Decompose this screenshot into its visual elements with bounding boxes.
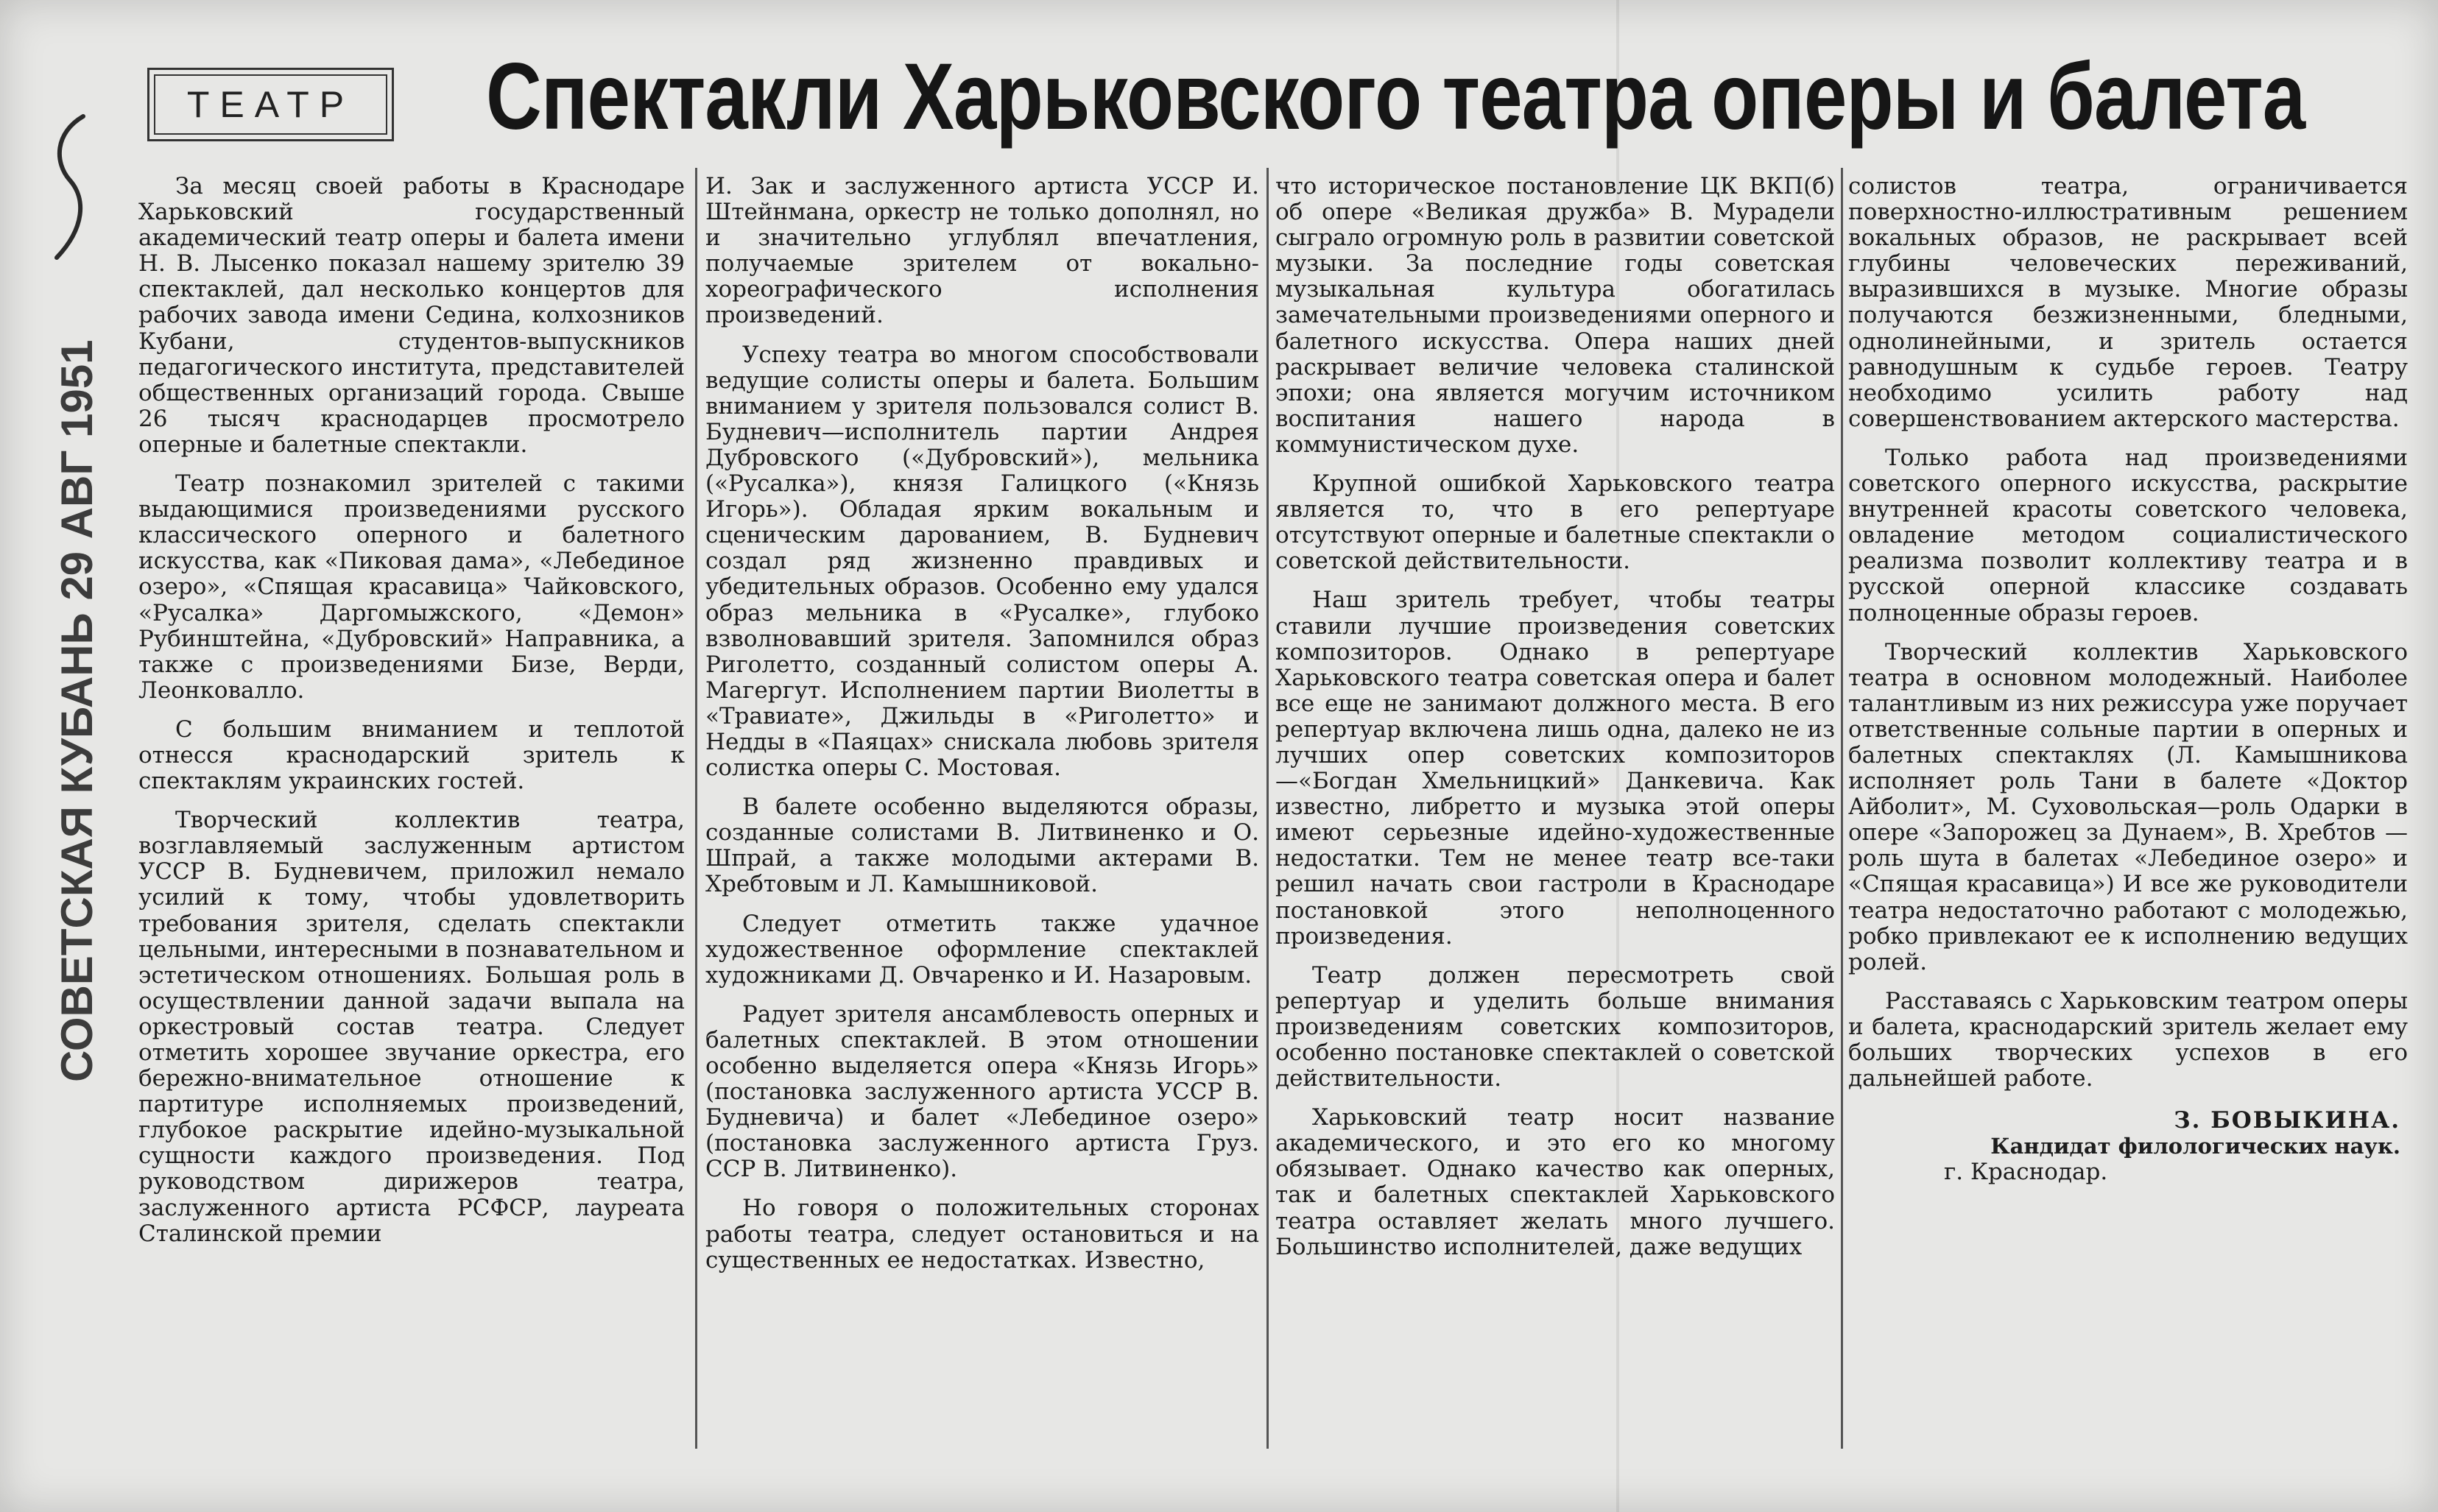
paragraph: Расставаясь с Харьковским театром оперы и балета, краснодарский зритель желает ему больших творческих успехов в его дальнейшей работе. <box>1848 987 2408 1092</box>
archive-stamp: СОВЕТСКАЯ КУБАНЬ 29 АВГ 1951 <box>52 339 102 1082</box>
pencil-mark <box>40 110 99 265</box>
paragraph: Харьковский театр носит название академического, и это его ко многому обязывает. Однако качество как оперных, так и балетных спектаклей Харьковского театра оставляет желать много лучшего. Большинство исполнителей, даже ведущих <box>1275 1104 1835 1260</box>
paragraph: С большим вниманием и теплотой отнесся краснодарский зритель к спектаклям украинских гостей. <box>138 716 685 795</box>
article-column-4 <box>1848 174 2408 1185</box>
paragraph: Но говоря о положительных сторонах работы театра, следует остановиться и на существенных ее недостатках. Известно, <box>705 1195 1259 1273</box>
paragraph: Только работа над произведениями советского оперного искусства, раскрытие внутренней красоты советского человека, овладение методом социалистического реализма позволит коллективу театра и в русской оперной классике создавать полноценные образы героев. <box>1848 444 2408 626</box>
paragraph: Творческий коллектив театра, возглавляемый заслуженным артистом УССР В. Будневичем, приложил немало усилий к тому, чтобы удовлетворить требования зрителя, сделать спектакли цельными, интересными в познавательном и эстетическом отношениях. Большая роль в осуществлении данной задачи выпала на оркестровый состав театра. Следует отметить хорошее звучание оркестра, его бережно-внимательное отношение к партитуре исполняемых произведений, глубокое раскрытие идейно-музыкальной сущности каждого произведения. Под руководством дирижеров театра, заслуженного артиста РСФСР, лауреата Сталинской премии <box>138 807 685 1247</box>
paragraph: Театр должен пересмотреть свой репертуар и уделить больше внимания произведениям советских композиторов, особенно постановке спектаклей о советской действительности. <box>1275 961 1835 1092</box>
paragraph: Театр познакомил зрителей с такими выдающимися произведениями русского классического оперного и балетного искусства, как «Пиковая дама», «Лебединое озеро», «Спящая красавица» Чайковского, «Русалка» Даргомыжского, «Демон» Рубинштейна, «Дубровский» Направника, а также с произведениями Бизе, Верди, Леонковалло. <box>138 470 685 704</box>
paragraph: Следует отметить также удачное художественное оформление спектаклей художниками Д. Овчаренко и И. Назаровым. <box>705 910 1259 989</box>
paragraph: За месяц своей работы в Краснодаре Харьковский государственный академический театр оперы и балета имени Н. В. Лысенко показал нашему зрителю 39 спектаклей, дал несколько концертов для рабочих завода имени Седина, колхозников Кубани, студентов-выпускников педагогического института, представителей общественных организаций города. Свыше 26 тысяч краснодарцев просмотрело оперные и балетные спектакли. <box>138 173 685 458</box>
paragraph: Наш зритель требует, чтобы театры ставили лучшие произведения советских композиторов. Однако в репертуаре Харьковского театра советская опера и балет все еще не занимают должного места. В его репертуар включена лишь одна, далеко не из лучших опер советских композиторов —«Богдан Хмельницкий» Данкевича. Как известно, либретто и музыка этой оперы имеют серьезные идейно-художественные недостатки. Тем не менее театр все-таки решил начать свои гастроли в Краснодаре постановкой этого неполноценного произведения. <box>1275 587 1835 950</box>
author-name: З. БОВЫКИНА. <box>2174 1107 2400 1134</box>
rubric-label: ТЕАТР <box>186 84 355 125</box>
paragraph: солистов театра, ограничивается поверхностно-иллюстративным решением вокальных образов, не раскрывает всей глубины человеческих переживаний, выразившихся в музыке. Многие образы получаются безжизненными, бледными, однолинейными, и зритель остается равнодушным к судьбе героев. Театру необходимо усилить работу над совершенствованием актерского мастерства. <box>1848 173 2408 432</box>
article-column-3 <box>1275 174 1835 1260</box>
paragraph: Крупной ошибкой Харьковского театра является то, что в его репертуаре отсутствуют оперные и балетные спектакли о советской действительности. <box>1275 470 1835 575</box>
paragraph: Радует зрителя ансамблевость оперных и балетных спектаклей. В этом отношении особенно выделяется опера «Князь Игорь» (постановка заслуженного артиста УССР В. Будневича) и балет «Лебединое озеро» (постановка заслуженного артиста Груз. ССР В. Литвиненко). <box>705 1000 1259 1183</box>
column-rule <box>695 168 697 1449</box>
paragraph: Творческий коллектив Харьковского театра в основном молодежный. Наиболее талантливым из них режиссура уже поручает ответственные сольные партии в оперных и балетных спектаклях (Л. Камышникова исполняет роль Тани в балете «Доктор Айболит», М. Суховольская—роль Одарки в опере «Запорожец за Дунаем», В. Хребтов — роль шута в балетах «Лебединое озеро» и «Спящая красавица») И все же руководители театра недостаточно работают с молодежью, робко привлекают ее к исполнению ведущих ролей. <box>1848 638 2408 975</box>
author-city: г. Краснодар. <box>1944 1159 2108 1186</box>
column-rule <box>1841 168 1843 1449</box>
author-title: Кандидат филологических наук. <box>1990 1134 2400 1159</box>
section-rubric <box>147 68 394 141</box>
paragraph: что историческое постановление ЦК ВКП(б) об опере «Великая дружба» В. Мурадели сыграло огромную роль в развитии советской музыки. За последние годы советская музыкальная культура обогатилась замечательными произведениями оперного и балетного искусства. Опера наших дней раскрывает величие человека сталинской эпохи; она является могучим источником воспитания нашего народа в коммунистическом духе. <box>1275 173 1835 458</box>
article-headline: Спектакли Харьковского театра оперы и балета <box>486 44 2305 149</box>
paragraph: Успеху театра во многом способствовали ведущие солисты оперы и балета. Большим вниманием у зрителя пользовался солист В. Будневич—исполнитель партии Андрея Дубровского («Дубровский»), мельника («Русалка»), князя Галицкого («Князь Игорь»). Обладая ярким вокальным и сценическим дарованием, В. Будневич создал ряд жизненно правдивых и убедительных образов. Особенно ему удался образ мельника в «Русалке», глубоко взволновавший зрителя. Запомнился образ Риголетто, созданный солистом оперы А. Магергут. Исполнением партии Виолетты в «Травиате», Джильды в «Риголетто» и Недды в «Паяцах» снискала любовь зрителя солистка оперы С. Мостовая. <box>705 341 1259 782</box>
paragraph: В балете особенно выделяются образы, созданные солистами В. Литвиненко и О. Шпрай, а также молодыми актерами В. Хребтовым и Л. Камышниковой. <box>705 794 1259 898</box>
author-signature <box>1848 1108 2408 1185</box>
article-column-1 <box>138 174 685 1247</box>
column-rule <box>1266 168 1269 1449</box>
article-column-2 <box>705 174 1259 1273</box>
paragraph: И. Зак и заслуженного артиста УССР И. Штейнмана, оркестр не только дополнял, но и значительно углублял впечатления, получаемые зрителем от вокально-хореографического исполнения произведений. <box>705 173 1259 329</box>
